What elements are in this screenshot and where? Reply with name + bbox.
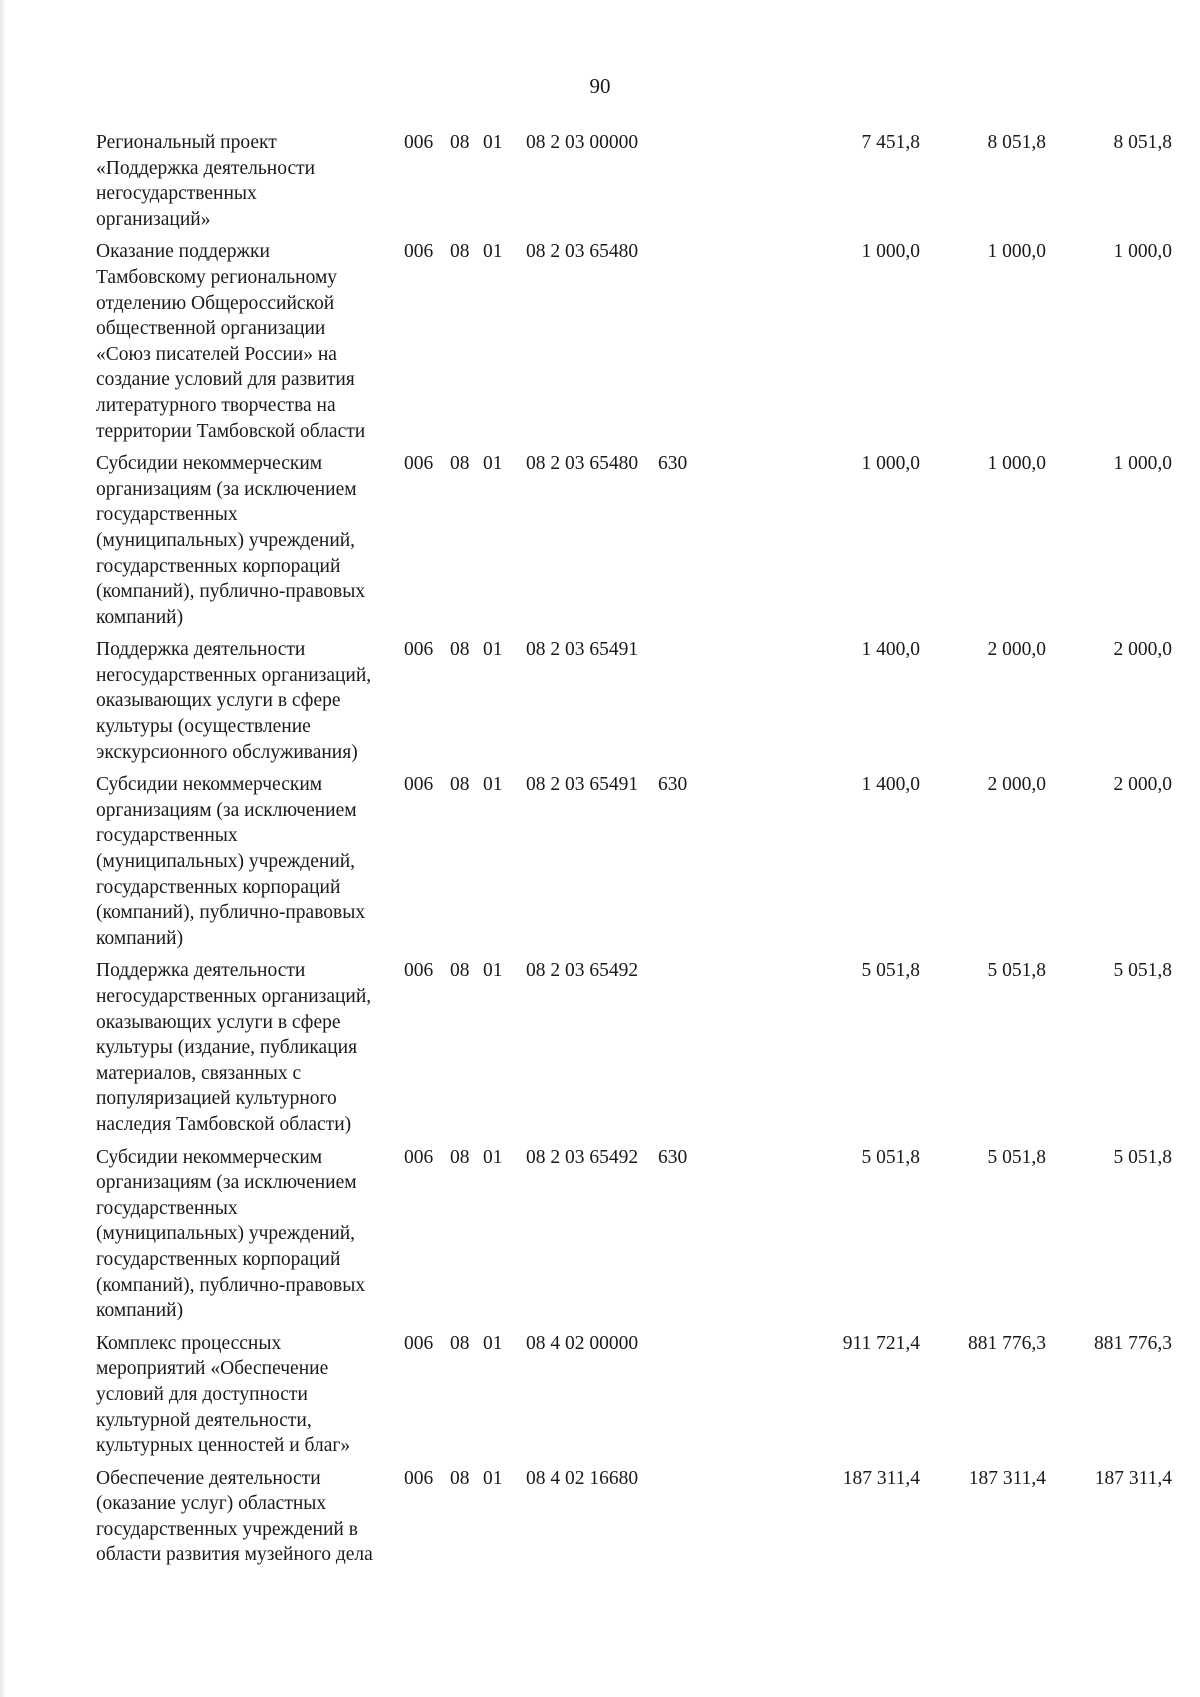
amount-year-1: 1 400,0	[861, 774, 920, 796]
row-name: Комплекс процессных мероприятий «Обеспечение условий для доступности культурной деятельности, культурных ценностей и благ»	[96, 1332, 351, 1457]
target-article-code: 08 2 03 00000	[526, 132, 639, 153]
table-row	[96, 239, 1172, 451]
table-row	[96, 1331, 1172, 1466]
amount-year-1: 1 000,0	[861, 241, 920, 263]
ministry-code: 006	[404, 1332, 434, 1354]
target-article-code: 08 2 03 65492	[526, 960, 639, 982]
amount-year-3: 1 000,0	[1113, 453, 1172, 475]
amount-year-1: 1 400,0	[861, 639, 920, 661]
row-name: Субсидии некоммерческим организациям (за исключением государственных (муниципальных) учреждений, государственных корпораций (компаний), публично-правовых компаний)	[96, 453, 366, 628]
row-name: Оказание поддержки Тамбовскому региональному отделению Общероссийской общественной организации «Союз писателей России» на создание условий для развития литературного творчества на территории Тамбовской области	[96, 241, 366, 442]
subsection-code: 01	[483, 960, 503, 982]
amount-year-1: 187 311,4	[842, 1467, 920, 1489]
amount-year-1: 911 721,4	[842, 1332, 920, 1354]
table-row	[96, 130, 1172, 239]
amount-year-2: 5 051,8	[987, 1146, 1046, 1168]
table-row	[96, 637, 1172, 772]
row-name: Поддержка деятельности негосударственных организаций, оказывающих услуги в сфере культуры (издание, публикация материалов, связанных с популяризацией культурного наследия Тамбовской области)	[96, 960, 372, 1135]
row-name: Обеспечение деятельности (оказание услуг) областных государственных учреждений в области развития музейного дела	[96, 1467, 373, 1566]
expense-type-code: 630	[658, 1146, 688, 1168]
subsection-code: 01	[483, 774, 503, 796]
amount-year-1: 7 451,8	[861, 132, 920, 153]
amount-year-1: 5 051,8	[861, 960, 920, 982]
ministry-code: 006	[404, 453, 434, 475]
subsection-code: 01	[483, 241, 503, 263]
amount-year-2: 8 051,8	[987, 132, 1046, 153]
amount-year-2: 2 000,0	[987, 639, 1046, 661]
row-name: Региональный проект «Поддержка деятельности негосударственных организаций»	[96, 132, 316, 230]
ministry-code: 006	[404, 639, 434, 661]
ministry-code: 006	[404, 132, 434, 153]
section-code: 08	[450, 639, 470, 661]
target-article-code: 08 4 02 16680	[526, 1467, 639, 1489]
amount-year-2: 5 051,8	[987, 960, 1046, 982]
section-code: 08	[450, 774, 470, 796]
amount-year-3: 2 000,0	[1113, 639, 1172, 661]
row-name: Поддержка деятельности негосударственных организаций, оказывающих услуги в сфере культуры (осуществление экскурсионного обслуживания)	[96, 639, 372, 763]
row-name: Субсидии некоммерческим организациям (за исключением государственных (муниципальных) учреждений, государственных корпораций (компаний), публично-правовых компаний)	[96, 1146, 366, 1322]
amount-year-2: 1 000,0	[987, 241, 1046, 263]
target-article-code: 08 2 03 65492	[526, 1146, 639, 1168]
amount-year-2: 1 000,0	[987, 453, 1046, 475]
target-article-code: 08 2 03 65480	[526, 241, 639, 263]
subsection-code: 01	[483, 639, 503, 661]
section-code: 08	[450, 241, 470, 263]
amount-year-3: 187 311,4	[1094, 1467, 1172, 1489]
ministry-code: 006	[404, 1467, 434, 1489]
subsection-code: 01	[483, 1467, 503, 1489]
ministry-code: 006	[404, 241, 434, 263]
table-row	[96, 958, 1172, 1144]
section-code: 08	[450, 1146, 470, 1168]
amount-year-3: 2 000,0	[1113, 774, 1172, 796]
table-row	[96, 1145, 1172, 1331]
budget-table	[96, 130, 1172, 1575]
table-row	[96, 772, 1172, 958]
target-article-code: 08 2 03 65491	[526, 774, 639, 796]
subsection-code: 01	[483, 1146, 503, 1168]
expense-type-code: 630	[658, 774, 688, 796]
expense-type-code: 630	[658, 453, 688, 475]
section-code: 08	[450, 132, 470, 153]
amount-year-3: 881 776,3	[1094, 1332, 1172, 1354]
subsection-code: 01	[483, 132, 503, 153]
amount-year-3: 5 051,8	[1113, 1146, 1172, 1168]
amount-year-1: 5 051,8	[861, 1146, 920, 1168]
section-code: 08	[450, 960, 470, 982]
target-article-code: 08 2 03 65491	[526, 639, 639, 661]
page-number: 90	[589, 74, 611, 98]
amount-year-2: 187 311,4	[968, 1467, 1046, 1489]
amount-year-3: 5 051,8	[1113, 960, 1172, 982]
amount-year-1: 1 000,0	[861, 453, 920, 475]
target-article-code: 08 4 02 00000	[526, 1332, 639, 1354]
table-row	[96, 451, 1172, 637]
table-row	[96, 1466, 1172, 1575]
subsection-code: 01	[483, 453, 503, 475]
section-code: 08	[450, 1467, 470, 1489]
subsection-code: 01	[483, 1332, 503, 1354]
amount-year-2: 881 776,3	[968, 1332, 1046, 1354]
section-code: 08	[450, 1332, 470, 1354]
scan-edge-shadow	[0, 0, 6, 1697]
amount-year-2: 2 000,0	[987, 774, 1046, 796]
ministry-code: 006	[404, 774, 434, 796]
amount-year-3: 1 000,0	[1113, 241, 1172, 263]
row-name: Субсидии некоммерческим организациям (за исключением государственных (муниципальных) учреждений, государственных корпораций (компаний), публично-правовых компаний)	[96, 774, 366, 949]
section-code: 08	[450, 453, 470, 475]
ministry-code: 006	[404, 1146, 434, 1168]
target-article-code: 08 2 03 65480	[526, 453, 639, 475]
ministry-code: 006	[404, 960, 434, 982]
amount-year-3: 8 051,8	[1113, 132, 1172, 153]
